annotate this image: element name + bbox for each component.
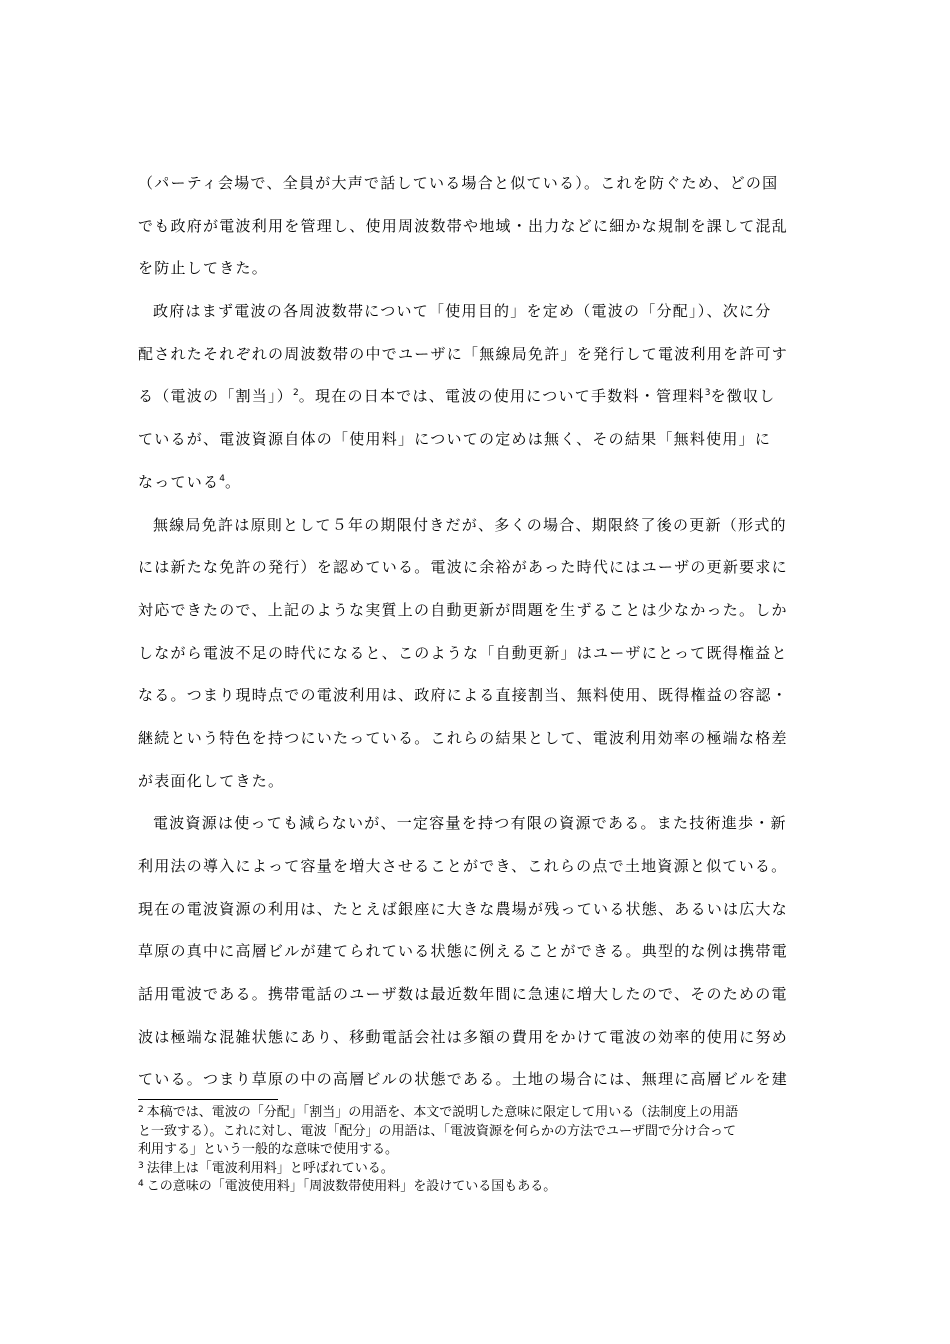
footnote-text: 本稿では、電波の「分配」「割当」の用語を、本文で説明した意味に限定して用いる（法制度上の用語 — [146, 1105, 739, 1120]
text-line: 電波資源は使っても減らないが、一定容量を持つ有限の資源である。また技術進歩・新 — [153, 814, 787, 833]
text-line: には新たな免許の発行）を認めている。電波に余裕があった時代にはユーザの更新要求に — [138, 558, 788, 577]
footnote-separator — [138, 1099, 278, 1100]
text-line: を防止してきた。 — [138, 259, 269, 278]
footnote-ref-2: 2 — [293, 388, 299, 399]
text-line: でも政府が電波利用を管理し、使用周波数帯や地域・出力などに細かな規制を課して混乱 — [138, 216, 789, 235]
footnote-text: この意味の「電波使用料」「周波数帯使用料」を設けている国もある。 — [146, 1179, 557, 1194]
text-line: 利用法の導入によって容量を増大させることができ、これらの点で土地資源と似ている。 — [138, 857, 788, 875]
footnote-number: 4 — [138, 1179, 144, 1189]
text-line: ている。つまり草原の中の高層ビルの状態である。土地の場合には、無理に高層ビルを建 — [138, 1070, 789, 1089]
document-body — [138, 162, 810, 1101]
text-line: 草原の真中に高層ビルが建てられている状態に例えることができる。典型的な例は携帯電 — [138, 942, 789, 961]
footnote-text: 法律上は「電波利用料」と呼ばれている。 — [146, 1160, 394, 1176]
footnote-line: と一致する）。これに対し、電波「配分」の用語は、「電波資源を何らかの方法でユーザ間で分け合って — [138, 1123, 737, 1139]
text-run: なっている — [138, 472, 220, 491]
footnote-line — [138, 1160, 818, 1179]
footnote-3 — [138, 1160, 818, 1179]
text-run: 。 — [225, 472, 242, 491]
footnote-2 — [138, 1104, 818, 1160]
footnote-ref-4: 4 — [219, 473, 225, 484]
text-line: 政府はまず電波の各周波数帯について「使用目的」を定め（電波の「分配」）、次に分 — [153, 302, 772, 321]
footnote-line: 利用する」という一般的な意味で使用する。 — [138, 1142, 399, 1157]
text-line: 現在の電波資源の利用は、たとえば銀座に大きな農場が残っている状態、あるいは広大な — [138, 899, 789, 918]
text-run: 。現在の日本では、電波の使用について手数料・管理料 — [298, 387, 705, 406]
footnote-4 — [138, 1178, 818, 1197]
text-line: ているが、電波資源自体の「使用料」についての定めは無く、その結果「無料使用」に — [138, 430, 772, 449]
text-run: を徴収し — [710, 387, 776, 406]
footnote-line — [138, 1104, 818, 1123]
paragraph-1 — [138, 162, 810, 290]
footnote-number: 3 — [138, 1160, 144, 1171]
paragraph-2 — [138, 290, 810, 503]
text-line: 対応できたので、上記のような実質上の自動更新が問題を生ずることは少なかった。しか — [138, 600, 788, 619]
text-line: なる。つまり現時点での電波利用は、政府による直接割当、無料使用、既得権益の容認・ — [138, 686, 789, 705]
text-line: 波は極端な混雑状態にあり、移動電話会社は多額の費用をかけて電波の効率的使用に努め — [138, 1027, 789, 1046]
text-line: 継続という特色を持つにいたっている。これらの結果として、電波利用効率の極端な格差 — [138, 728, 788, 747]
paragraph-4 — [138, 802, 810, 1101]
text-line: 配されたそれぞれの周波数帯の中でユーザに「無線局免許」を発行して電波利用を許可す — [138, 344, 789, 363]
footnote-line — [138, 1178, 818, 1197]
text-line: （パーティ会場で、全員が大声で話している場合と似ている）。これを防ぐため、どの国 — [138, 174, 779, 192]
text-line — [138, 461, 810, 504]
footnotes — [138, 1099, 818, 1197]
paragraph-3 — [138, 504, 810, 803]
text-line: しながら電波不足の時代になると、このような「自動更新」はユーザにとって既得権益と — [138, 643, 788, 662]
text-line — [138, 375, 810, 418]
text-line: が表面化してきた。 — [138, 771, 285, 790]
footnote-number: 2 — [138, 1105, 144, 1115]
footnote-ref-3: 3 — [704, 388, 711, 399]
text-run: る（電波の「割当」） — [138, 387, 294, 406]
text-line: 無線局免許は原則として５年の期限付きだが、多くの場合、期限終了後の更新（形式的 — [153, 515, 787, 534]
text-line: 話用電波である。携帯電話のユーザ数は最近数年間に急速に増大したので、そのための電 — [138, 985, 788, 1004]
